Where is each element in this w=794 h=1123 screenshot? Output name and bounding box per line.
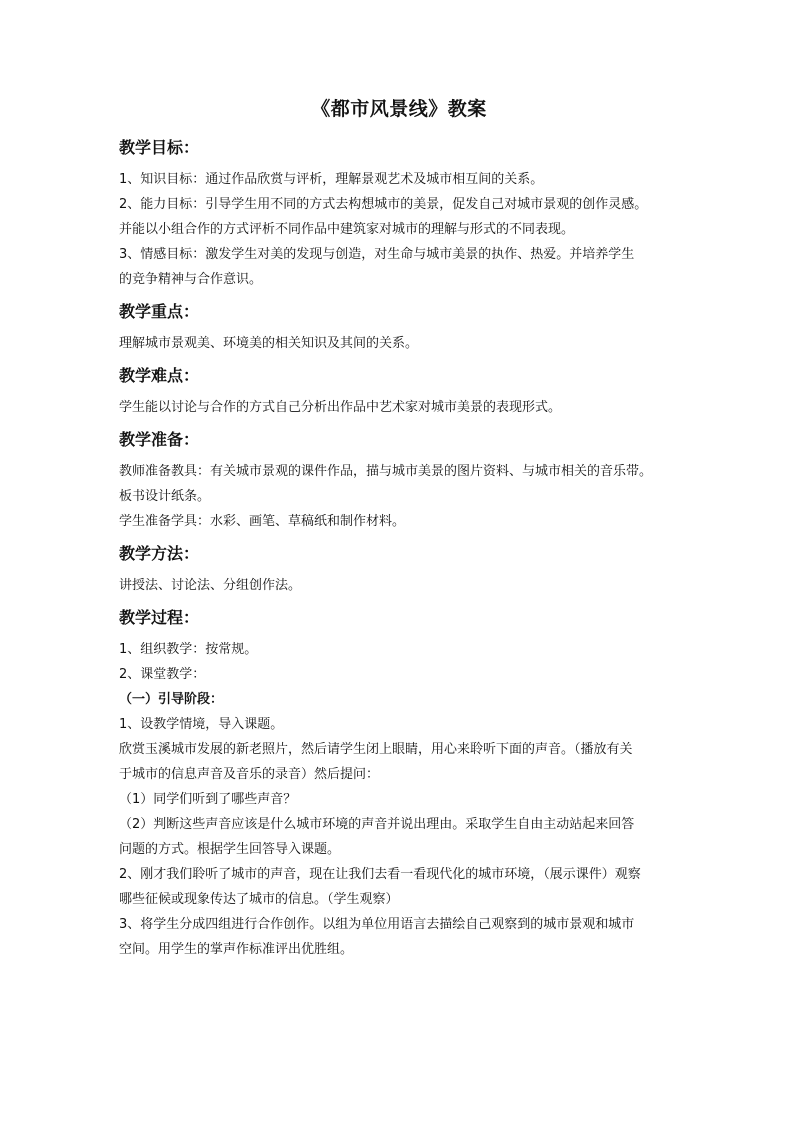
process-subheading: （一）引导阶段： [119,692,224,707]
methods-line: 讲授法、讨论法、分组创作法。 [119,578,302,593]
section-heading-methods: 教学方法： [119,544,200,563]
section-methods [119,540,679,598]
section-heading-key-points: 教学重点： [119,302,200,321]
section-goals [119,134,679,292]
process-line: 2、课堂教学： [119,667,206,682]
section-key-points [119,298,679,356]
process-line: 哪些征候或现象传达了城市的信息。（学生观察） [119,892,399,907]
section-heading-difficulties: 教学难点： [119,366,200,385]
preparation-line: 板书设计纸条。 [119,489,211,504]
section-process [119,604,679,962]
process-line: 3、将学生分成四组进行合作创作。以组为单位用语言去描绘自己观察到的城市景观和城市 [119,917,635,932]
lesson-plan-page [119,96,679,962]
process-line: 欣赏玉溪城市发展的新老照片，然后请学生闭上眼睛，用心来聆听下面的声音。（播放有关 [119,742,633,757]
process-line: 2、刚才我们聆听了城市的声音，现在让我们去看一看现代化的城市环境，（展示课件）观察 [119,867,641,882]
process-line: 问题的方式。根据学生回答导入课题。 [119,842,341,857]
preparation-line: 教师准备教具：有关城市景观的课件作品，描与城市美景的图片资料、与城市相关的音乐带。 [119,464,653,479]
key-points-line: 理解城市景观美、环境美的相关知识及其间的关系。 [119,336,419,351]
section-preparation [119,426,679,534]
process-line: 1、设教学情境，导入课题。 [119,717,284,732]
section-heading-goals: 教学目标： [119,138,200,157]
goals-line: 2、能力目标：引导学生用不同的方式去构想城市的美景，促发自己对城市景观的创作灵感。 [119,197,648,212]
preparation-line: 学生准备学具：水彩、画笔、草稿纸和制作材料。 [119,514,406,529]
section-heading-preparation: 教学准备： [119,430,200,449]
process-line: （2）判断这些声音应该是什么城市环境的声音并说出理由。采取学生自由主动站起来回答 [119,817,635,832]
difficulties-line: 学生能以讨论与合作的方式自己分析出作品中艺术家对城市美景的表现形式。 [119,400,562,415]
document-title: 《都市风景线》教案 [311,98,487,120]
goals-line: 的竞争精神与合作意识。 [119,272,263,287]
section-heading-process: 教学过程： [119,608,200,627]
goals-line: 并能以小组合作的方式评析不同作品中建筑家对城市的理解与形式的不同表现。 [119,222,575,237]
section-difficulties [119,362,679,420]
process-line: 1、组织教学：按常规。 [119,642,258,657]
goals-line: 1、知识目标：通过作品欣赏与评析，理解景观艺术及城市相互间的关系。 [119,172,544,187]
process-line: （1）同学们听到了哪些声音？ [119,792,297,807]
goals-line: 3、情感目标：激发学生对美的发现与创造，对生命与城市美景的执作、热爱。并培养学生 [119,247,635,262]
process-line: 空间。用学生的掌声作标准评出优胜组。 [119,942,354,957]
process-line: 于城市的信息声音及音乐的录音）然后提问： [119,767,380,782]
